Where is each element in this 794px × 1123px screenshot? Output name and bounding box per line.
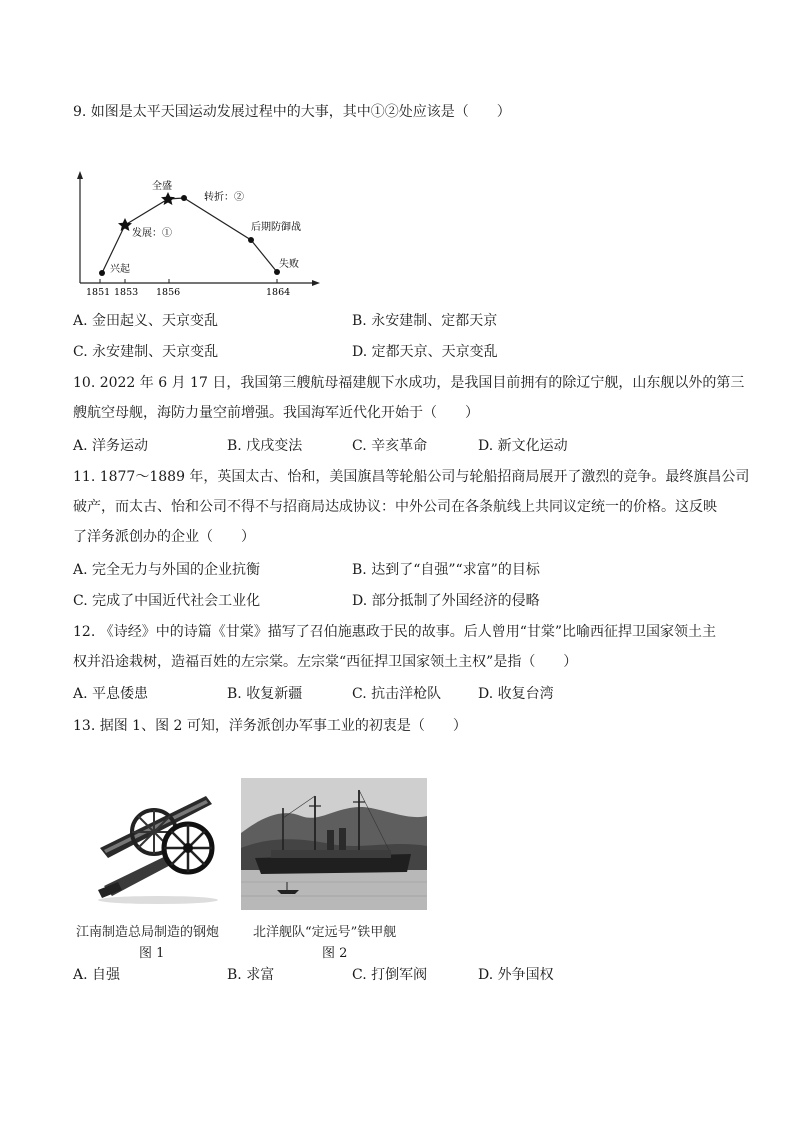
- q11-line-1: 11. 1877～1889 年，英国太古、怡和，美国旗昌等轮船公司与轮船招商局展开了激烈的竞争。最终旗昌公司: [73, 469, 750, 485]
- q12-option-d[interactable]: D. 收复台湾: [478, 686, 554, 702]
- q12-option-b[interactable]: B. 收复新疆: [227, 686, 303, 702]
- label-fazhan: 发展：①: [132, 228, 172, 239]
- q10-option-b[interactable]: B. 戊戌变法: [227, 438, 303, 454]
- year-1853: 1853: [114, 287, 139, 298]
- point-xingqi: [99, 270, 105, 276]
- q11-option-b[interactable]: B. 达到了“自强”“求富”的目标: [352, 562, 540, 578]
- q9-option-c[interactable]: C. 永安建制、天京变乱: [73, 344, 219, 360]
- point-houqi: [248, 237, 254, 243]
- figure-1-label: 图 1: [139, 946, 165, 961]
- q12-line-2: 权并沿途栽树，造福百姓的左宗棠。左宗棠“西征捍卫国家领土主权”是指（ ）: [73, 654, 578, 670]
- year-1864: 1864: [266, 287, 291, 298]
- q13-option-c[interactable]: C. 打倒军阀: [352, 967, 428, 983]
- ironclad-ship-photo: [241, 778, 427, 910]
- label-houqi: 后期防御战: [251, 222, 301, 233]
- q13-option-b[interactable]: B. 求富: [227, 967, 275, 983]
- q13-stem: 13. 据图 1、图 2 可知，洋务派创办军事工业的初衷是（ ）: [73, 718, 467, 734]
- year-1851: 1851: [86, 287, 111, 298]
- q11-option-a[interactable]: A. 完全无力与外国的企业抗衡: [73, 562, 261, 578]
- label-shibai: 失败: [279, 259, 299, 270]
- q10-line-1: 10. 2022 年 6 月 17 日，我国第三艘航母福建舰下水成功，是我国目前拥有的除辽宁舰，山东舰以外的第三: [73, 375, 745, 391]
- cannon-image: [88, 790, 238, 910]
- label-zhuanzhe: 转折：②: [204, 192, 244, 203]
- q11-line-2: 破产，而太古、怡和公司不得不与招商局达成协议：中外公司在各条航线上共同议定统一的价格。这反映: [73, 499, 717, 515]
- trend-line: [102, 198, 277, 273]
- q10-option-c[interactable]: C. 辛亥革命: [352, 438, 428, 454]
- q10-option-d[interactable]: D. 新文化运动: [478, 438, 568, 454]
- figure-2-label: 图 2: [322, 946, 348, 961]
- year-1856: 1856: [156, 287, 181, 298]
- star-fazhan: [118, 218, 132, 231]
- label-xingqi: 兴起: [110, 264, 130, 275]
- q9-stem: 9. 如图是太平天国运动发展过程中的大事，其中①②处应该是（ ）: [73, 104, 511, 120]
- star-quansheng: [161, 192, 175, 205]
- q9-option-a[interactable]: A. 金田起义、天京变乱: [73, 313, 219, 329]
- figure-1-caption: 江南制造总局制造的钢炮: [76, 925, 220, 940]
- figure-2-caption: 北洋舰队“定远号”铁甲舰: [253, 925, 397, 940]
- q9-option-d[interactable]: D. 定都天京、天京变乱: [352, 344, 498, 360]
- q10-option-a[interactable]: A. 洋务运动: [73, 438, 149, 454]
- label-quansheng: 全盛: [152, 181, 172, 192]
- x-axis-arrow: [312, 280, 320, 286]
- q13-option-d[interactable]: D. 外争国权: [478, 967, 554, 983]
- taiping-timeline-chart: [70, 168, 330, 298]
- q11-line-3: 了洋务派创办的企业（ ）: [73, 529, 255, 545]
- y-axis-arrow: [77, 171, 83, 179]
- q13-option-a[interactable]: A. 自强: [73, 967, 121, 983]
- q11-option-d[interactable]: D. 部分抵制了外国经济的侵略: [352, 593, 540, 609]
- q10-line-2: 艘航空母舰，海防力量空前增强。我国海军近代化开始于（ ）: [73, 405, 479, 421]
- point-zhuanzhe: [181, 195, 187, 201]
- q12-option-a[interactable]: A. 平息倭患: [73, 686, 149, 702]
- q11-option-c[interactable]: C. 完成了中国近代社会工业化: [73, 593, 261, 609]
- q9-option-b[interactable]: B. 永安建制、定都天京: [352, 313, 498, 329]
- q12-line-1: 12. 《诗经》中的诗篇《甘棠》描写了召伯施惠政于民的故事。后人曾用“甘棠”比喻西征捍卫国家领土主: [73, 624, 717, 640]
- q12-option-c[interactable]: C. 抗击洋枪队: [352, 686, 442, 702]
